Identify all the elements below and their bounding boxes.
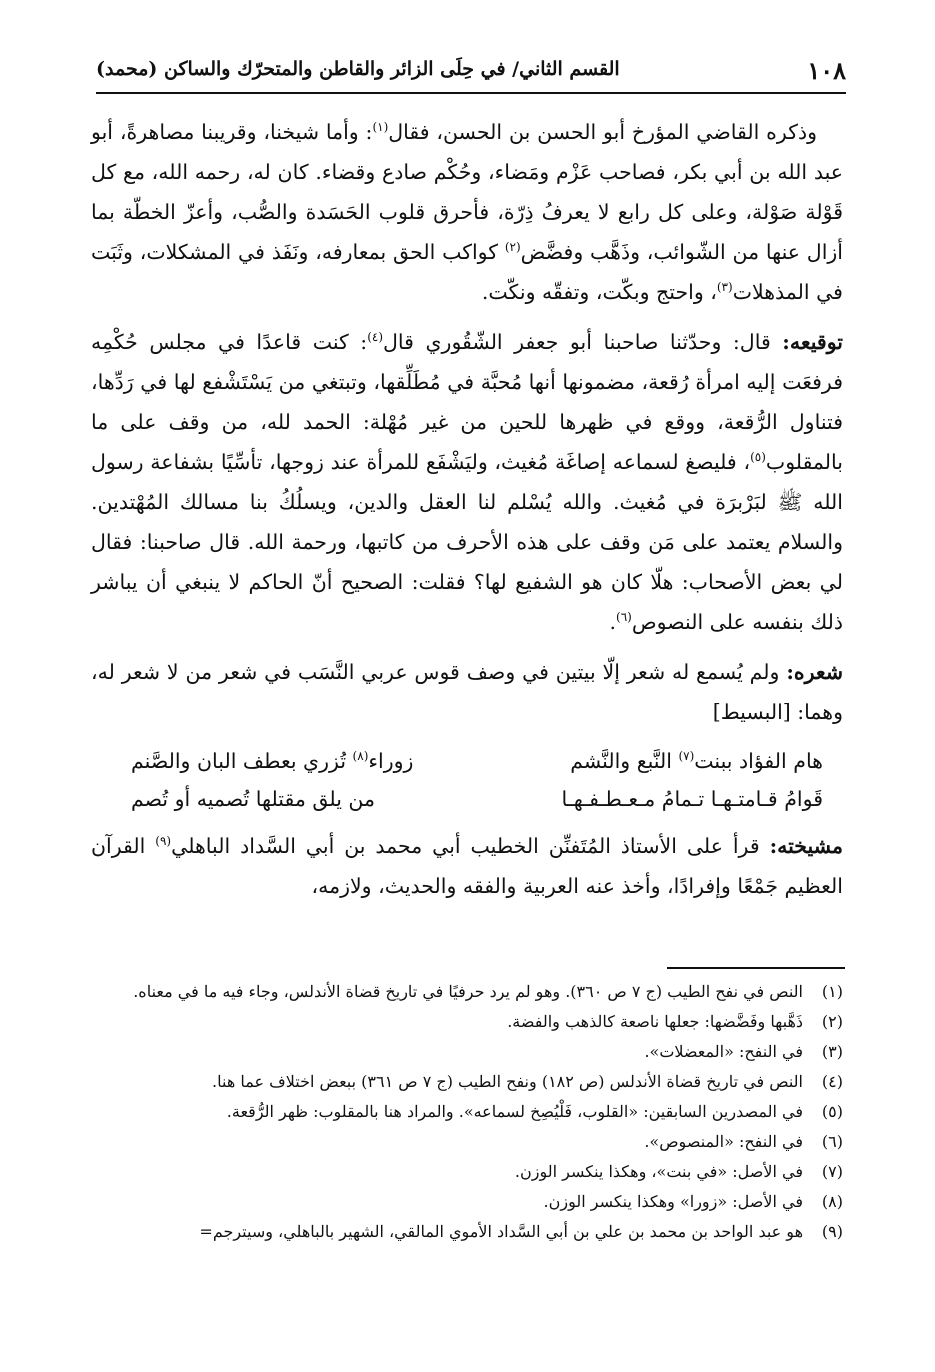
section-lead-shir: شعره: xyxy=(786,660,843,684)
footnote xyxy=(91,1098,843,1125)
hemistich-right: قَوامُ قـامتـهـا تـمامُ مـعـطـفـهـا xyxy=(561,787,823,811)
footnote-text: في الأصل: «زورا» وهكذا ينكسر الوزن. xyxy=(543,1192,803,1211)
hemistich-left: زوراء$^{(٨)}$ تُزري بعطف البان والصَّنم xyxy=(131,749,414,773)
poem-verse xyxy=(91,742,843,780)
footnote-separator xyxy=(667,967,845,969)
running-title: القسم الثاني/ في حِلَى الزائر والقاطن والمتحرّك والساكن (محمد) xyxy=(96,58,620,80)
paragraph-tawqi: توقيعه: قال: وحدّثنا صاحبنا أبو جعفر الشّقُوري قال$^{(٤)}$: كنت قاعدًا في مجلس حُكْمِه فرفعَت إليه امرأة رُقعة، مضمونها أنها مُحبَّة في مُطَلِّقها، وتبتغي من يَسْتَشْفع لها في رَدِّها، فتناول الرُّقعة، ووقع في ظهرها للحين من غير مُهْلة: الحمد لله، من وقف على ما بالمقلوب$^{(٥)}$، فليصغ لسماعه إصاغَة مُغيث، وليَشْفَع للمرأة عند زوجها، تأسِّيًا بشفاعة رسول الله ﷺ لبَرْبرَة في مُغيث. والله يُسْلم لنا العقل والدين، ويسلُكُ بنا مسالك المُهْتدين. والسلام يعتمد على مَن وقف على هذه الأحرف من كاتبها، ورحمة الله. قال صاحبنا: فقال لي بعض الأصحاب: هلّا كان هو الشفيع لها؟ فقلت: الصحيح أنّ الحاكم لا ينبغي أن يباشر ذلك بنفسه على النصوص$^{(٦)}$. xyxy=(91,330,844,634)
footnote-number: (٩) xyxy=(821,1222,843,1241)
footnote-number: (٤) xyxy=(821,1072,843,1091)
footnote xyxy=(91,1188,843,1215)
footnote-ref-9[interactable]: (٩) xyxy=(155,834,172,849)
footnote-number: (١) xyxy=(821,982,843,1001)
page-number: ١٠٨ xyxy=(807,56,846,85)
main-text xyxy=(91,112,843,906)
footnote xyxy=(91,1218,843,1245)
footnote-ref-7[interactable]: (٧) xyxy=(678,749,695,764)
footnote xyxy=(91,1068,843,1095)
footnote-ref-1[interactable]: (١) xyxy=(372,120,389,135)
footnote-ref-6[interactable]: (٦) xyxy=(616,610,632,625)
footnote-text: في المصدرين السابقين: «القلوب، فَلْيُصِخ لسماعه». والمراد هنا بالمقلوب: ظهر الرُّقعة. xyxy=(226,1102,803,1121)
footnote-number: (٣) xyxy=(821,1042,843,1061)
page-header xyxy=(96,48,846,94)
footnote xyxy=(91,1008,843,1035)
hemistich-left: من يلق مقتلها تُصميه أو تُصم xyxy=(131,787,376,811)
footnote xyxy=(91,1158,843,1185)
footnote-number: (٧) xyxy=(821,1162,843,1181)
footnotes xyxy=(91,978,843,1248)
footnote-ref-5[interactable]: (٥) xyxy=(750,450,766,465)
footnote xyxy=(91,978,843,1005)
footnote-ref-2[interactable]: (٢) xyxy=(504,240,521,255)
footnote-number: (٥) xyxy=(821,1102,843,1121)
poem-verse xyxy=(91,780,843,818)
footnote-number: (٢) xyxy=(821,1012,843,1031)
poem xyxy=(91,742,843,818)
section-lead-mashyakha: مشيخته: xyxy=(769,834,843,858)
footnote-ref-4[interactable]: (٤) xyxy=(367,330,384,345)
paragraph-mashyakha: مشيخته: قرأ على الأستاذ المُتَفنِّن الخطيب أبي محمد بن أبي السَّداد الباهلي$^{(٩)}$ القرآن العظيم جَمْعًا وإفرادًا، وأخذ عنه العربية والفقه والحديث، ولازمه، xyxy=(91,834,843,898)
footnote-text: في النفح: «المنصوص». xyxy=(644,1132,803,1151)
footnote-number: (٦) xyxy=(821,1132,843,1151)
footnote-text: ذَهَّبها وفَضَّضها: جعلها ناصعة كالذهب والفضة. xyxy=(507,1012,803,1031)
footnote-ref-3[interactable]: (٣) xyxy=(716,280,733,295)
footnote-text: هو عبد الواحد بن محمد بن علي بن أبي السَّداد الأموي المالقي، الشهير بالباهلي، وسيترجم= xyxy=(199,1222,803,1241)
footnote-text: النص في نفح الطيب (ج ٧ ص ٣٦٠). وهو لم يرد حرفيًا في تاريخ قضاة الأندلس، وجاء فيه ما في معناه. xyxy=(133,982,803,1001)
footnote-ref-8[interactable]: (٨) xyxy=(352,749,369,764)
footnote-text: النص في تاريخ قضاة الأندلس (ص ١٨٢) ونفح الطيب (ج ٧ ص ٣٦١) ببعض اختلاف عما هنا. xyxy=(212,1072,803,1091)
footnote-number: (٨) xyxy=(821,1192,843,1211)
section-lead-tawqi: توقيعه: xyxy=(782,330,844,354)
hemistich-right: هام الفؤاد ببنت$^{(٧)}$ النَّبع والنَّشم xyxy=(570,749,823,773)
footnote xyxy=(91,1038,843,1065)
footnote-text: في النفح: «المعضلات». xyxy=(644,1042,803,1061)
footnote xyxy=(91,1128,843,1155)
paragraph-intro: وذكره القاضي المؤرخ أبو الحسن بن الحسن، فقال$^{(١)}$: وأما شيخنا، وقريبنا مصاهرةً، أبو عبد الله بن أبي بكر، فصاحب عَزْم ومَضاء، وحُكْم صادع وقضاء. كان له، رحمه الله، مع كل قَوْلة صَوْلة، وعلى كل رابع لا يعرفُ ذِرّة، فأحرق قلوب الحَسَدة والصُّب، وأعزّ الخطّة بما أزال عنها من الشّوائب، وذَهَّب وفضَّض$^{(٢)}$ كواكب الحق بمعارفه، ونَفَذ في المشكلات، وثَبَت في المذهلات$^{(٣)}$، واحتج وبكّت، وتفقّه ونكّت. xyxy=(91,120,843,304)
footnote-text: في الأصل: «في بنت»، وهكذا ينكسر الوزن. xyxy=(514,1162,803,1181)
paragraph-shir: شعره: ولم يُسمع له شعر إلّا بيتين في وصف قوس عربي النَّسَب في شعر من لا شعر له، وهما: [البسيط] xyxy=(91,660,843,724)
